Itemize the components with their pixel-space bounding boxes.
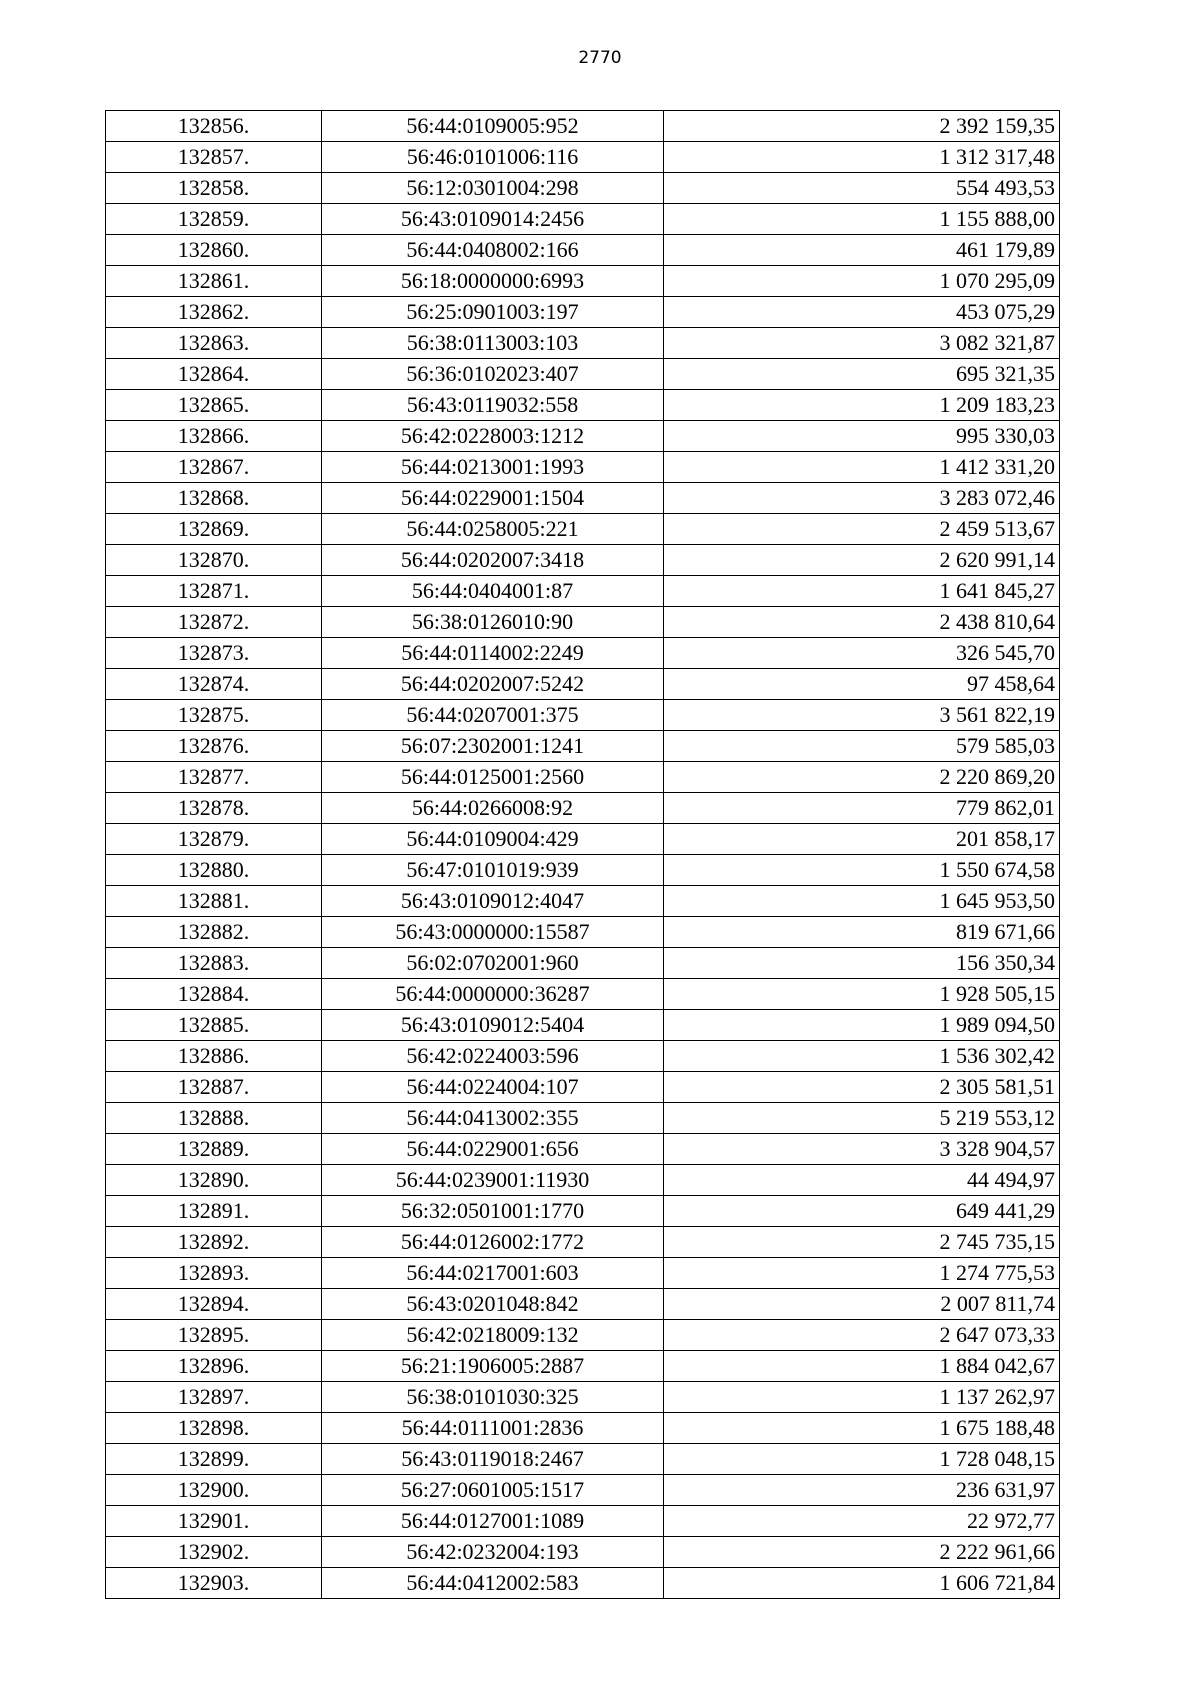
- row-number-cell: 132869.: [106, 514, 322, 545]
- cadastral-number-cell: 56:44:0217001:603: [322, 1258, 664, 1289]
- row-number-cell: 132865.: [106, 390, 322, 421]
- table-row: [106, 607, 1060, 638]
- table-row: [106, 1072, 1060, 1103]
- row-number-cell: 132898.: [106, 1413, 322, 1444]
- table-row: [106, 235, 1060, 266]
- cadastral-value-cell: 995 330,03: [664, 421, 1060, 452]
- cadastral-number-cell: 56:43:0109012:4047: [322, 886, 664, 917]
- table-row: [106, 1010, 1060, 1041]
- cadastral-value-cell: 554 493,53: [664, 173, 1060, 204]
- cadastral-number-cell: 56:38:0126010:90: [322, 607, 664, 638]
- cadastral-number-cell: 56:44:0404001:87: [322, 576, 664, 607]
- row-number-cell: 132872.: [106, 607, 322, 638]
- cadastral-value-table: [105, 110, 1060, 1599]
- table-row: [106, 390, 1060, 421]
- cadastral-value-cell: 579 585,03: [664, 731, 1060, 762]
- table-row: [106, 824, 1060, 855]
- cadastral-number-cell: 56:21:1906005:2887: [322, 1351, 664, 1382]
- row-number-cell: 132889.: [106, 1134, 322, 1165]
- table-row: [106, 1103, 1060, 1134]
- row-number-cell: 132864.: [106, 359, 322, 390]
- row-number-cell: 132892.: [106, 1227, 322, 1258]
- cadastral-value-cell: 1 209 183,23: [664, 390, 1060, 421]
- cadastral-value-cell: 1 884 042,67: [664, 1351, 1060, 1382]
- table-row: [106, 142, 1060, 173]
- table-row: [106, 1475, 1060, 1506]
- cadastral-number-cell: 56:02:0702001:960: [322, 948, 664, 979]
- table-row: [106, 700, 1060, 731]
- cadastral-number-cell: 56:44:0111001:2836: [322, 1413, 664, 1444]
- table-row: [106, 793, 1060, 824]
- table-row: [106, 1227, 1060, 1258]
- cadastral-value-cell: 3 328 904,57: [664, 1134, 1060, 1165]
- row-number-cell: 132880.: [106, 855, 322, 886]
- row-number-cell: 132897.: [106, 1382, 322, 1413]
- cadastral-number-cell: 56:44:0114002:2249: [322, 638, 664, 669]
- row-number-cell: 132875.: [106, 700, 322, 731]
- cadastral-value-cell: 1 645 953,50: [664, 886, 1060, 917]
- cadastral-value-cell: 2 745 735,15: [664, 1227, 1060, 1258]
- row-number-cell: 132857.: [106, 142, 322, 173]
- cadastral-number-cell: 56:44:0000000:36287: [322, 979, 664, 1010]
- cadastral-value-cell: 1 928 505,15: [664, 979, 1060, 1010]
- cadastral-number-cell: 56:43:0109012:5404: [322, 1010, 664, 1041]
- cadastral-value-cell: 453 075,29: [664, 297, 1060, 328]
- row-number-cell: 132886.: [106, 1041, 322, 1072]
- table-row: [106, 576, 1060, 607]
- table-row: [106, 1041, 1060, 1072]
- table-row: [106, 1568, 1060, 1599]
- cadastral-value-cell: 695 321,35: [664, 359, 1060, 390]
- cadastral-number-cell: 56:47:0101019:939: [322, 855, 664, 886]
- table-row: [106, 452, 1060, 483]
- cadastral-number-cell: 56:32:0501001:1770: [322, 1196, 664, 1227]
- cadastral-number-cell: 56:18:0000000:6993: [322, 266, 664, 297]
- row-number-cell: 132858.: [106, 173, 322, 204]
- row-number-cell: 132878.: [106, 793, 322, 824]
- table-row: [106, 1196, 1060, 1227]
- cadastral-value-cell: 5 219 553,12: [664, 1103, 1060, 1134]
- cadastral-value-cell: 649 441,29: [664, 1196, 1060, 1227]
- table-row: [106, 297, 1060, 328]
- table-row: [106, 1351, 1060, 1382]
- row-number-cell: 132876.: [106, 731, 322, 762]
- table-row: [106, 1382, 1060, 1413]
- table-row: [106, 545, 1060, 576]
- row-number-cell: 132856.: [106, 111, 322, 142]
- cadastral-number-cell: 56:44:0408002:166: [322, 235, 664, 266]
- row-number-cell: 132871.: [106, 576, 322, 607]
- cadastral-number-cell: 56:44:0207001:375: [322, 700, 664, 731]
- row-number-cell: 132881.: [106, 886, 322, 917]
- row-number-cell: 132874.: [106, 669, 322, 700]
- cadastral-number-cell: 56:42:0224003:596: [322, 1041, 664, 1072]
- cadastral-number-cell: 56:44:0224004:107: [322, 1072, 664, 1103]
- cadastral-number-cell: 56:38:0113003:103: [322, 328, 664, 359]
- cadastral-number-cell: 56:38:0101030:325: [322, 1382, 664, 1413]
- table-row: [106, 204, 1060, 235]
- row-number-cell: 132882.: [106, 917, 322, 948]
- cadastral-number-cell: 56:44:0109005:952: [322, 111, 664, 142]
- cadastral-value-cell: 1 137 262,97: [664, 1382, 1060, 1413]
- row-number-cell: 132870.: [106, 545, 322, 576]
- cadastral-number-cell: 56:44:0229001:656: [322, 1134, 664, 1165]
- row-number-cell: 132861.: [106, 266, 322, 297]
- cadastral-value-cell: 1 536 302,42: [664, 1041, 1060, 1072]
- cadastral-value-cell: 1 312 317,48: [664, 142, 1060, 173]
- table-row: [106, 1537, 1060, 1568]
- cadastral-value-cell: 1 675 188,48: [664, 1413, 1060, 1444]
- row-number-cell: 132867.: [106, 452, 322, 483]
- cadastral-value-cell: 22 972,77: [664, 1506, 1060, 1537]
- cadastral-value-cell: 2 392 159,35: [664, 111, 1060, 142]
- cadastral-value-cell: 2 438 810,64: [664, 607, 1060, 638]
- cadastral-value-cell: 1 641 845,27: [664, 576, 1060, 607]
- table-row: [106, 762, 1060, 793]
- cadastral-value-cell: 1 989 094,50: [664, 1010, 1060, 1041]
- cadastral-value-cell: 461 179,89: [664, 235, 1060, 266]
- cadastral-value-cell: 1 070 295,09: [664, 266, 1060, 297]
- table-row: [106, 1258, 1060, 1289]
- cadastral-number-cell: 56:44:0239001:11930: [322, 1165, 664, 1196]
- cadastral-value-cell: 2 620 991,14: [664, 545, 1060, 576]
- cadastral-number-cell: 56:44:0202007:5242: [322, 669, 664, 700]
- table-row: [106, 979, 1060, 1010]
- cadastral-number-cell: 56:25:0901003:197: [322, 297, 664, 328]
- cadastral-number-cell: 56:44:0229001:1504: [322, 483, 664, 514]
- cadastral-value-cell: 326 545,70: [664, 638, 1060, 669]
- table-row: [106, 421, 1060, 452]
- cadastral-value-cell: 236 631,97: [664, 1475, 1060, 1506]
- cadastral-number-cell: 56:44:0127001:1089: [322, 1506, 664, 1537]
- cadastral-number-cell: 56:42:0228003:1212: [322, 421, 664, 452]
- cadastral-value-cell: 201 858,17: [664, 824, 1060, 855]
- cadastral-number-cell: 56:27:0601005:1517: [322, 1475, 664, 1506]
- cadastral-number-cell: 56:44:0413002:355: [322, 1103, 664, 1134]
- table-row: [106, 638, 1060, 669]
- table-row: [106, 483, 1060, 514]
- cadastral-value-cell: 1 550 674,58: [664, 855, 1060, 886]
- cadastral-number-cell: 56:42:0232004:193: [322, 1537, 664, 1568]
- row-number-cell: 132894.: [106, 1289, 322, 1320]
- table-row: [106, 1134, 1060, 1165]
- cadastral-number-cell: 56:44:0258005:221: [322, 514, 664, 545]
- row-number-cell: 132883.: [106, 948, 322, 979]
- cadastral-number-cell: 56:43:0109014:2456: [322, 204, 664, 235]
- table-row: [106, 886, 1060, 917]
- cadastral-value-cell: 2 222 961,66: [664, 1537, 1060, 1568]
- table-row: [106, 514, 1060, 545]
- cadastral-value-cell: 2 459 513,67: [664, 514, 1060, 545]
- cadastral-value-cell: 44 494,97: [664, 1165, 1060, 1196]
- cadastral-value-cell: 1 274 775,53: [664, 1258, 1060, 1289]
- row-number-cell: 132893.: [106, 1258, 322, 1289]
- table-row: [106, 1506, 1060, 1537]
- table-row: [106, 731, 1060, 762]
- table-row: [106, 328, 1060, 359]
- cadastral-value-cell: 2 220 869,20: [664, 762, 1060, 793]
- cadastral-value-cell: 1 412 331,20: [664, 452, 1060, 483]
- row-number-cell: 132888.: [106, 1103, 322, 1134]
- cadastral-number-cell: 56:44:0202007:3418: [322, 545, 664, 576]
- table-row: [106, 1289, 1060, 1320]
- cadastral-value-cell: 1 606 721,84: [664, 1568, 1060, 1599]
- cadastral-number-cell: 56:43:0201048:842: [322, 1289, 664, 1320]
- cadastral-number-cell: 56:44:0126002:1772: [322, 1227, 664, 1258]
- row-number-cell: 132901.: [106, 1506, 322, 1537]
- row-number-cell: 132899.: [106, 1444, 322, 1475]
- cadastral-value-cell: 156 350,34: [664, 948, 1060, 979]
- row-number-cell: 132877.: [106, 762, 322, 793]
- row-number-cell: 132887.: [106, 1072, 322, 1103]
- cadastral-value-cell: 1 155 888,00: [664, 204, 1060, 235]
- row-number-cell: 132860.: [106, 235, 322, 266]
- cadastral-value-cell: 779 862,01: [664, 793, 1060, 824]
- row-number-cell: 132885.: [106, 1010, 322, 1041]
- page-number: 2770: [578, 48, 622, 68]
- table-row: [106, 359, 1060, 390]
- row-number-cell: 132868.: [106, 483, 322, 514]
- cadastral-number-cell: 56:42:0218009:132: [322, 1320, 664, 1351]
- row-number-cell: 132859.: [106, 204, 322, 235]
- table-row: [106, 173, 1060, 204]
- row-number-cell: 132895.: [106, 1320, 322, 1351]
- table-row: [106, 1413, 1060, 1444]
- cadastral-number-cell: 56:07:2302001:1241: [322, 731, 664, 762]
- cadastral-number-cell: 56:43:0000000:15587: [322, 917, 664, 948]
- cadastral-value-cell: 97 458,64: [664, 669, 1060, 700]
- cadastral-number-cell: 56:43:0119032:558: [322, 390, 664, 421]
- cadastral-number-cell: 56:12:0301004:298: [322, 173, 664, 204]
- row-number-cell: 132900.: [106, 1475, 322, 1506]
- table-body: [106, 111, 1060, 1599]
- row-number-cell: 132903.: [106, 1568, 322, 1599]
- row-number-cell: 132873.: [106, 638, 322, 669]
- row-number-cell: 132884.: [106, 979, 322, 1010]
- table-row: [106, 266, 1060, 297]
- cadastral-number-cell: 56:44:0266008:92: [322, 793, 664, 824]
- row-number-cell: 132863.: [106, 328, 322, 359]
- row-number-cell: 132862.: [106, 297, 322, 328]
- cadastral-value-cell: 3 561 822,19: [664, 700, 1060, 731]
- table-row: [106, 1165, 1060, 1196]
- cadastral-number-cell: 56:43:0119018:2467: [322, 1444, 664, 1475]
- cadastral-value-cell: 2 007 811,74: [664, 1289, 1060, 1320]
- cadastral-value-cell: 1 728 048,15: [664, 1444, 1060, 1475]
- row-number-cell: 132902.: [106, 1537, 322, 1568]
- table-row: [106, 855, 1060, 886]
- cadastral-number-cell: 56:44:0412002:583: [322, 1568, 664, 1599]
- cadastral-value-cell: 819 671,66: [664, 917, 1060, 948]
- cadastral-value-cell: 2 305 581,51: [664, 1072, 1060, 1103]
- row-number-cell: 132866.: [106, 421, 322, 452]
- cadastral-value-cell: 2 647 073,33: [664, 1320, 1060, 1351]
- cadastral-number-cell: 56:36:0102023:407: [322, 359, 664, 390]
- row-number-cell: 132891.: [106, 1196, 322, 1227]
- cadastral-number-cell: 56:44:0213001:1993: [322, 452, 664, 483]
- cadastral-value-cell: 3 283 072,46: [664, 483, 1060, 514]
- row-number-cell: 132896.: [106, 1351, 322, 1382]
- cadastral-number-cell: 56:44:0125001:2560: [322, 762, 664, 793]
- table-row: [106, 1444, 1060, 1475]
- cadastral-value-cell: 3 082 321,87: [664, 328, 1060, 359]
- table-row: [106, 111, 1060, 142]
- row-number-cell: 132890.: [106, 1165, 322, 1196]
- table-row: [106, 948, 1060, 979]
- cadastral-number-cell: 56:46:0101006:116: [322, 142, 664, 173]
- table-row: [106, 669, 1060, 700]
- table-row: [106, 917, 1060, 948]
- cadastral-number-cell: 56:44:0109004:429: [322, 824, 664, 855]
- row-number-cell: 132879.: [106, 824, 322, 855]
- table-row: [106, 1320, 1060, 1351]
